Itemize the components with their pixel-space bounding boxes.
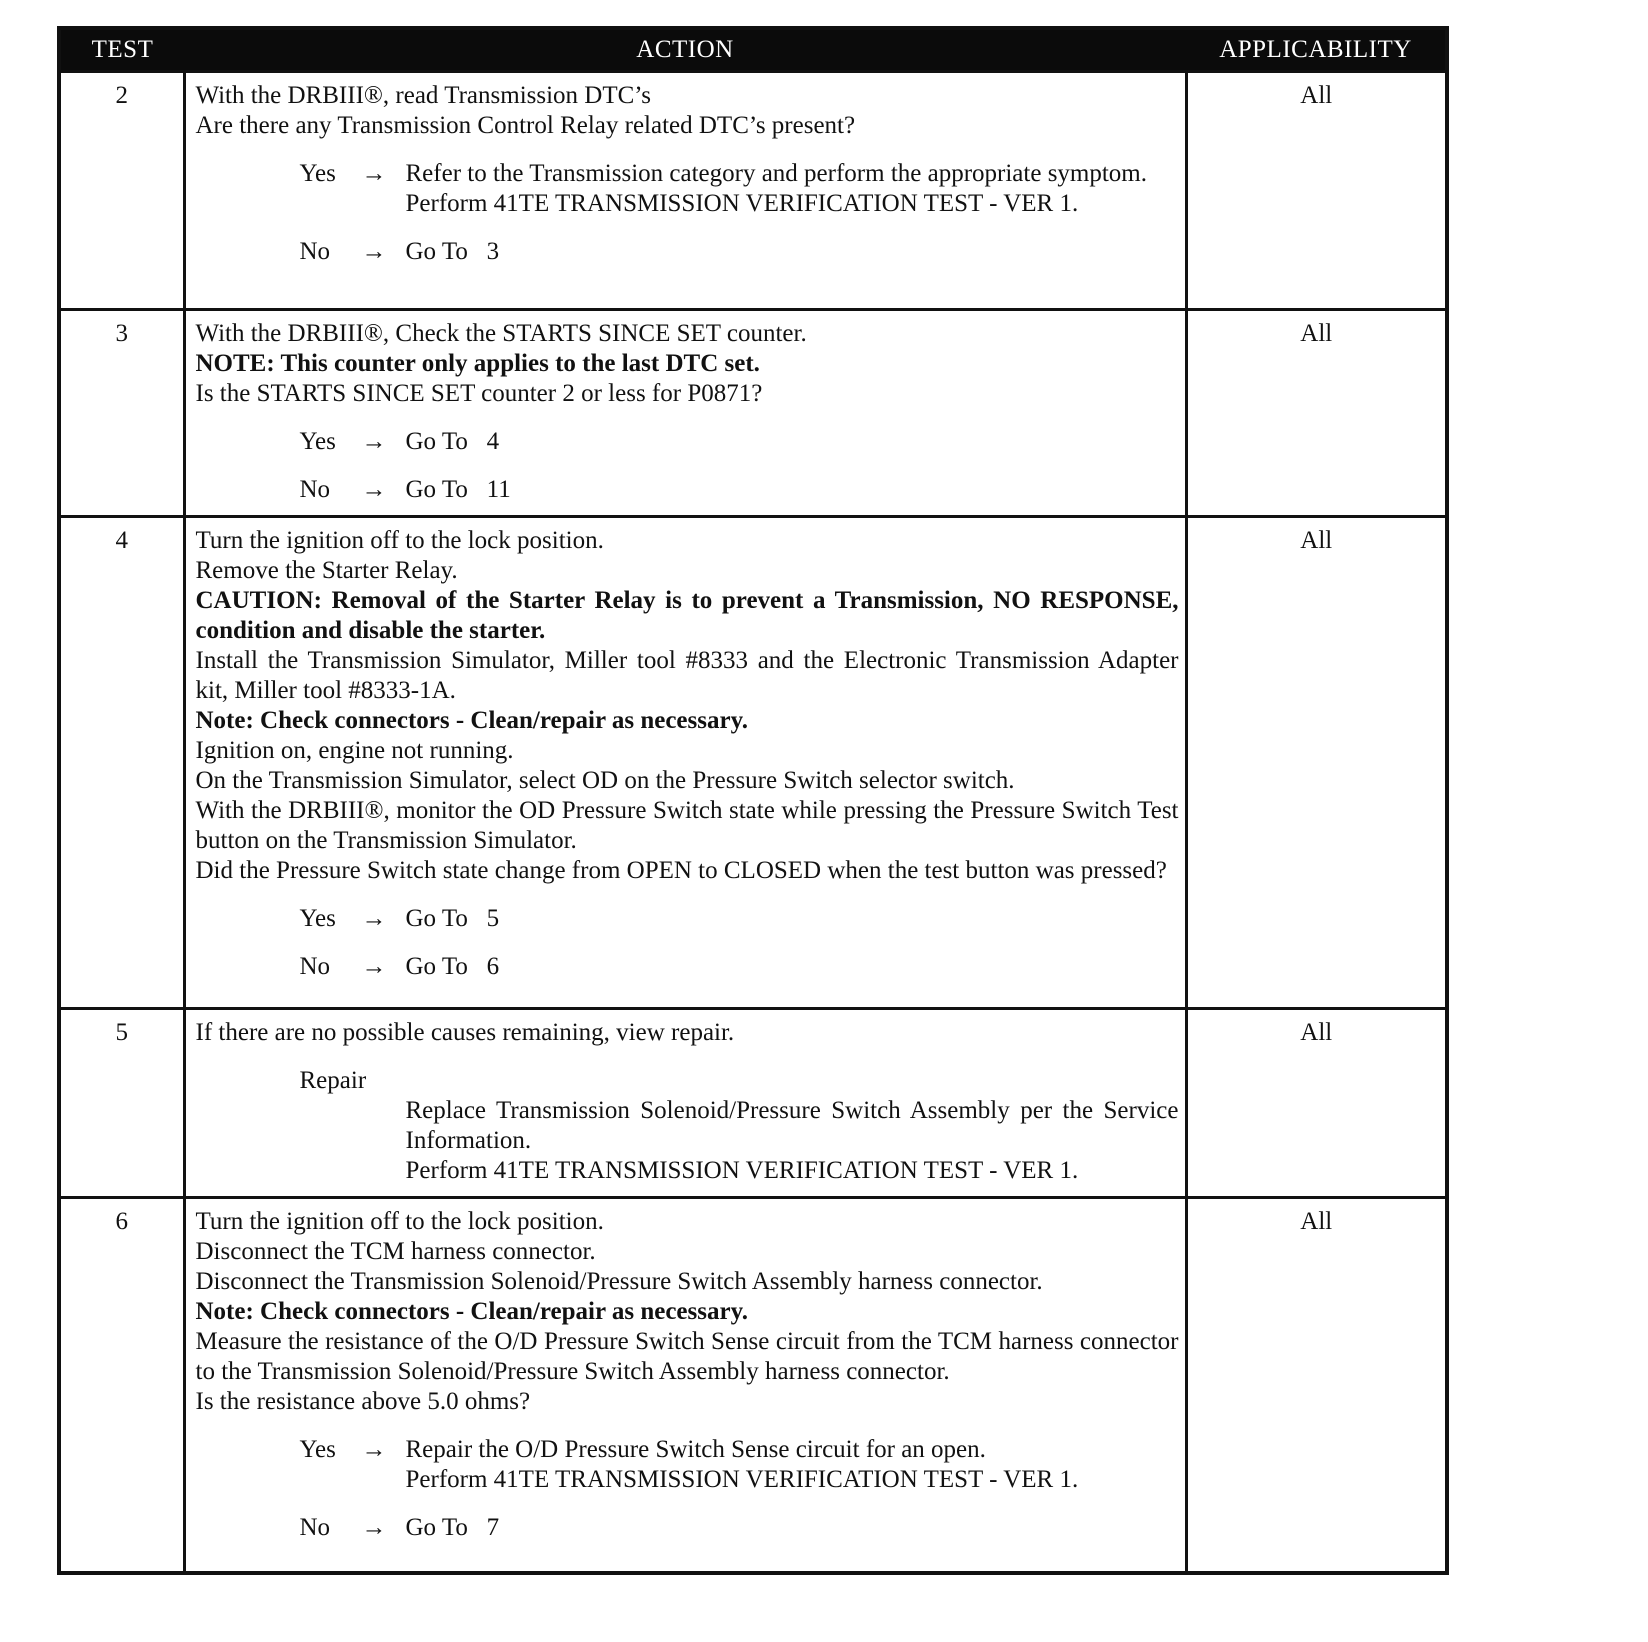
action-cell	[184, 72, 1186, 310]
arrow-icon: →	[361, 428, 387, 455]
header-applicability: APPLICABILITY	[1186, 28, 1447, 72]
action-cell	[184, 1009, 1186, 1198]
instruction-line: With the DRBIII®, read Transmission DTC’s	[195, 82, 651, 109]
applicability-cell: All	[1186, 1198, 1447, 1573]
instruction-line: If there are no possible causes remaining, view repair.	[195, 1019, 735, 1046]
table-row	[59, 310, 1447, 517]
no-result	[406, 237, 1179, 267]
repair-line: Perform 41TE TRANSMISSION VERIFICATION TEST - VER 1.	[405, 1157, 1079, 1184]
instruction-line: Install the Transmission Simulator, Miller tool #8333 and the Electronic Transmission Adapter kit, Miller tool #8333-1A.	[195, 647, 1179, 704]
no-response	[300, 475, 1179, 505]
applicability-cell: All	[1186, 517, 1447, 1009]
action-cell	[184, 517, 1186, 1009]
table-header-row	[59, 28, 1447, 72]
instruction-line: Ignition on, engine not running.	[195, 737, 514, 764]
result-line: Go To 7	[405, 1514, 500, 1541]
test-number-cell: 6	[59, 1198, 184, 1573]
table-row	[59, 517, 1447, 1009]
instruction-line: Disconnect the Transmission Solenoid/Pressure Switch Assembly harness connector.	[195, 1268, 1043, 1295]
result-line: Go To 4	[405, 428, 500, 455]
test-number-cell: 4	[59, 517, 184, 1009]
note-line: Note: Check connectors - Clean/repair as necessary.	[195, 1298, 748, 1325]
instruction-line: Turn the ignition off to the lock position.	[195, 527, 604, 554]
yes-label: Yes	[299, 428, 336, 455]
table-row	[59, 1009, 1447, 1198]
yes-result	[406, 427, 1179, 457]
no-response	[300, 952, 1179, 982]
arrow-icon: →	[361, 476, 387, 503]
instruction-line: Remove the Starter Relay.	[195, 557, 458, 584]
applicability-cell: All	[1186, 1009, 1447, 1198]
instruction-line: On the Transmission Simulator, select OD on the Pressure Switch selector switch.	[195, 767, 1015, 794]
no-label: No	[299, 1514, 331, 1541]
result-line: Perform 41TE TRANSMISSION VERIFICATION TEST - VER 1.	[405, 1466, 1079, 1493]
diagnostic-test-table-page	[57, 26, 1445, 1575]
yes-result	[406, 1435, 1179, 1495]
instruction-line: Are there any Transmission Control Relay related DTC’s present?	[195, 112, 856, 139]
result-line: Refer to the Transmission category and perform the appropriate symptom.	[405, 160, 1148, 187]
diagnostic-test-table	[57, 26, 1449, 1575]
note-line: CAUTION: Removal of the Starter Relay is to prevent a Transmission, NO RESPONSE, condition and disable the starter.	[195, 587, 1179, 644]
arrow-icon: →	[361, 1514, 387, 1541]
test-number-cell: 5	[59, 1009, 184, 1198]
no-response	[300, 237, 1179, 267]
arrow-icon: →	[361, 160, 387, 187]
result-line: Go To 6	[405, 953, 500, 980]
yes-label: Yes	[299, 160, 336, 187]
repair-instructions	[406, 1096, 1179, 1186]
result-line: Go To 5	[405, 905, 500, 932]
header-action: ACTION	[184, 28, 1186, 72]
action-cell	[184, 310, 1186, 517]
instruction-line: Is the resistance above 5.0 ohms?	[195, 1388, 531, 1415]
yes-result	[406, 904, 1179, 934]
arrow-icon: →	[361, 905, 387, 932]
result-line: Repair the O/D Pressure Switch Sense circuit for an open.	[405, 1436, 986, 1463]
arrow-icon: →	[361, 953, 387, 980]
action-cell	[184, 1198, 1186, 1573]
note-line: Note: Check connectors - Clean/repair as necessary.	[195, 707, 748, 734]
instruction-line: Is the STARTS SINCE SET counter 2 or less for P0871?	[195, 380, 763, 407]
instruction-line: Measure the resistance of the O/D Pressure Switch Sense circuit from the TCM harness connector to the Transmission Solenoid/Pressure Switch Assembly harness connector.	[195, 1328, 1179, 1385]
header-test: TEST	[59, 28, 184, 72]
no-result	[406, 475, 1179, 505]
no-label: No	[299, 953, 331, 980]
instruction-line: Disconnect the TCM harness connector.	[195, 1238, 596, 1265]
no-result	[406, 1513, 1179, 1543]
yes-response	[300, 1435, 1179, 1495]
no-result	[406, 952, 1179, 982]
instruction-line: With the DRBIII®, monitor the OD Pressure Switch state while pressing the Pressure Switch Test button on the Transmission Simulator.	[195, 797, 1179, 854]
test-number-cell: 3	[59, 310, 184, 517]
instruction-line: Did the Pressure Switch state change from OPEN to CLOSED when the test button was pressed?	[195, 857, 1167, 884]
table-row	[59, 1198, 1447, 1573]
no-label: No	[299, 238, 331, 265]
result-line: Perform 41TE TRANSMISSION VERIFICATION TEST - VER 1.	[405, 190, 1079, 217]
test-number-cell: 2	[59, 72, 184, 310]
repair-line: Replace Transmission Solenoid/Pressure Switch Assembly per the Service Information.	[405, 1097, 1179, 1154]
table-row	[59, 72, 1447, 310]
no-label: No	[299, 476, 331, 503]
result-line: Go To 3	[405, 238, 500, 265]
arrow-icon: →	[361, 238, 387, 265]
applicability-cell: All	[1186, 310, 1447, 517]
applicability-cell: All	[1186, 72, 1447, 310]
yes-response	[300, 904, 1179, 934]
yes-response	[300, 159, 1179, 219]
yes-result	[406, 159, 1179, 219]
arrow-icon: →	[361, 1436, 387, 1463]
note-line: NOTE: This counter only applies to the last DTC set.	[195, 350, 760, 377]
instruction-line: With the DRBIII®, Check the STARTS SINCE SET counter.	[195, 320, 807, 347]
repair-label: Repair	[299, 1067, 367, 1094]
yes-label: Yes	[299, 1436, 336, 1463]
instruction-line: Turn the ignition off to the lock position.	[195, 1208, 604, 1235]
result-line: Go To 11	[405, 476, 511, 503]
no-response	[300, 1513, 1179, 1543]
yes-response	[300, 427, 1179, 457]
yes-label: Yes	[299, 905, 336, 932]
